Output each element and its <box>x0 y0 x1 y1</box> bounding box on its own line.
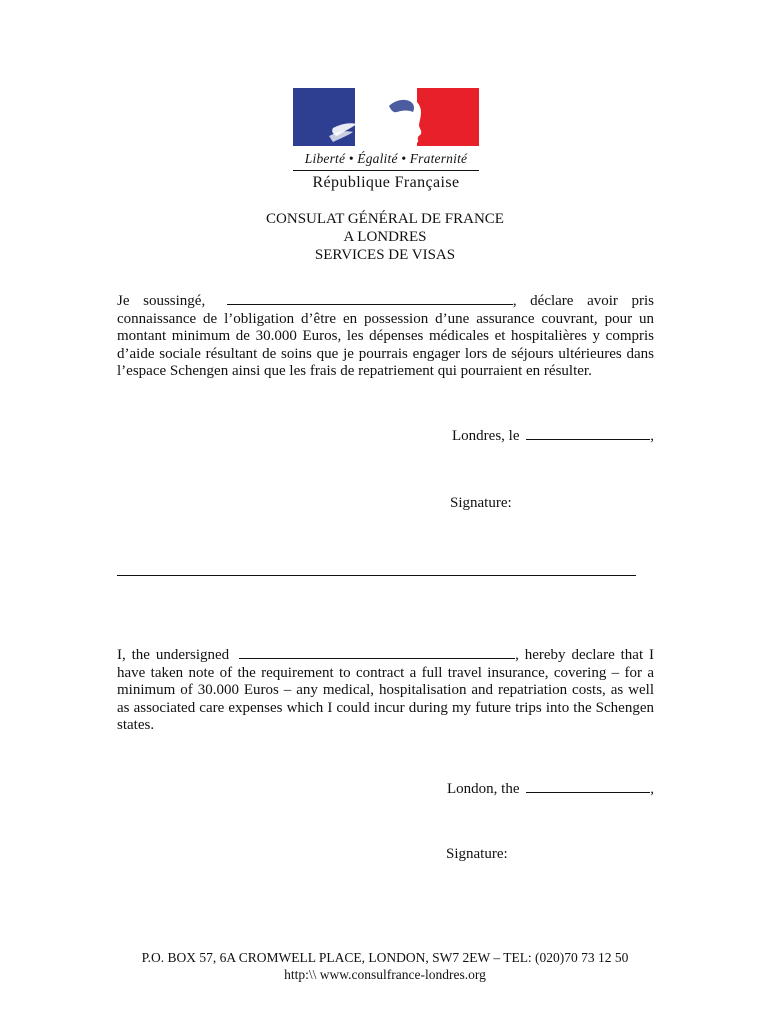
header-line-3: SERVICES DE VISAS <box>314 247 456 263</box>
french-signature-label: Signature: <box>450 495 512 511</box>
english-declaration-text: , hereby declare that I have taken note of the requirement to contract a full travel insurance, covering – for a minimum of 30.000 Euros – any medical, hospitalisation and repatriation costs, as well as associated care expenses which I could incur during my future trips into the Schengen states. <box>117 647 655 733</box>
footer-website-link[interactable]: http:\\ www.consulfrance-londres.org <box>284 967 486 982</box>
english-signature-label: Signature: <box>446 846 508 862</box>
english-date-blank[interactable] <box>526 780 650 793</box>
section-separator <box>117 575 636 576</box>
document-header <box>0 210 770 264</box>
marianne-flag-icon <box>293 88 479 146</box>
english-place-date-label: London, the <box>447 781 520 797</box>
logo-motto: Liberté • Égalité • Fraternité <box>304 151 468 166</box>
french-lead-text: Je soussingé, <box>117 293 206 309</box>
french-declaration-paragraph <box>117 292 654 381</box>
french-date-blank[interactable] <box>526 427 650 440</box>
logo-divider <box>293 170 479 171</box>
french-date-comma: , <box>650 428 654 444</box>
french-place-date-line <box>452 427 654 445</box>
footer-address: P.O. BOX 57, 6A CROMWELL PLACE, LONDON, SW7 2EW – TEL: (020)70 73 12 50 <box>141 950 629 965</box>
french-place-date-label: Londres, le <box>452 428 520 444</box>
french-declaration-text: , déclare avoir pris connaissance de l’obligation d’être en possession d’une assurance couvrant, pour un montant minimum de 30.000 Euros, les dépenses médicales et hospitalières y compris d’aide sociale résultant de soins que je pourrais engager lors de séjours ultérieures dans l’espace Schengen ainsi que les frais de repatriement qui pourraient en résulter. <box>117 293 654 379</box>
header-line-1: CONSULAT GÉNÉRAL DE FRANCE <box>266 211 504 227</box>
french-name-blank[interactable] <box>227 292 513 305</box>
english-lead-text: I, the undersigned <box>117 647 230 663</box>
english-place-date-line <box>447 780 654 798</box>
republique-francaise-logo <box>293 88 479 192</box>
header-line-2: A LONDRES <box>343 229 427 245</box>
english-declaration-paragraph <box>117 646 654 735</box>
english-date-comma: , <box>650 781 654 797</box>
logo-republic-name: République Française <box>312 174 460 191</box>
english-name-blank[interactable] <box>239 646 515 659</box>
